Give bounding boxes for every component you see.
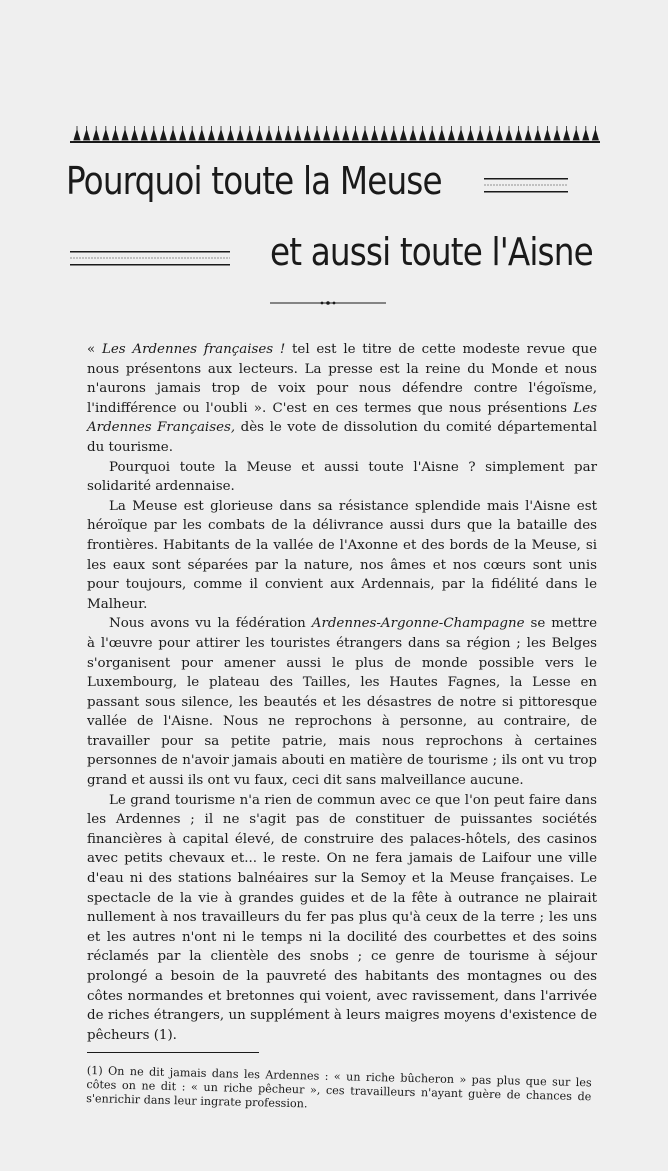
- ornament-motif: [564, 126, 570, 140]
- text-run: Nous avons vu la fédération: [109, 616, 312, 632]
- section-separator: [270, 300, 386, 306]
- ornament-motif: [228, 126, 234, 140]
- ornament-motif: [391, 126, 397, 140]
- ornament-motif: [295, 126, 301, 140]
- ornament-motif: [362, 126, 368, 140]
- ornament-motif: [372, 126, 378, 140]
- italic-text: Les Ardennes Françaises,: [87, 400, 597, 436]
- ornament-motif: [218, 126, 224, 140]
- ornament-motif: [237, 126, 243, 140]
- ornament-motif: [583, 126, 589, 140]
- ornament-motif: [487, 126, 493, 140]
- ornament-motif: [468, 126, 474, 140]
- ornament-motif: [343, 126, 349, 140]
- ornament-motif: [535, 126, 541, 140]
- ornament-motif: [324, 126, 330, 140]
- ornament-motif: [151, 126, 157, 140]
- ornament-motif: [429, 126, 435, 140]
- ornament-motif: [458, 126, 464, 140]
- ornament-motif: [304, 126, 310, 140]
- ornament-motif: [400, 126, 406, 140]
- paragraph: [87, 340, 597, 458]
- ornament-motif: [439, 126, 445, 140]
- ornament-motif: [573, 126, 579, 140]
- ornament-motif: [170, 126, 176, 140]
- ornament-motif: [93, 126, 99, 140]
- ornament-motif: [180, 126, 186, 140]
- ornament-motif: [84, 126, 90, 140]
- title-decorative-rule: [70, 249, 230, 269]
- text-run: La Meuse est glorieuse dans sa résistance splendide mais l'Aisne est héroïque par les combats de la délivrance aussi durs que la bataille des frontières. Habitants de la vallée de l'Axonne et des bords de la Meuse, si les eaux sont séparées par la nature, nos âmes et nos cœurs sont unis pour toujours, comme il convient aux Ardennais, par la fidélité dans le Malheur.: [87, 498, 597, 612]
- ornament-motif: [448, 126, 454, 140]
- text-run: «: [87, 342, 102, 357]
- title-line-1: Pourquoi toute la Meuse: [66, 159, 442, 203]
- ornament-motif: [314, 126, 320, 140]
- ornament-motif: [189, 126, 195, 140]
- ornament-motif: [74, 126, 80, 140]
- ornament-motif: [122, 126, 128, 140]
- ornament-motif: [352, 126, 358, 140]
- footnote-rule: [87, 1052, 259, 1053]
- ornament-motif: [266, 126, 272, 140]
- ornament-motif: [410, 126, 416, 140]
- paragraph: [87, 458, 597, 497]
- italic-text: Ardennes-Argonne-Champagne: [311, 616, 525, 632]
- ornament-motif: [112, 126, 118, 140]
- paragraph: [87, 614, 597, 790]
- footnote: (1) On ne dit jamais dans les Ardennes : « un riche bûcheron » pas plus que sur les côtes on ne dit : « un riche pêcheur », ces travailleurs n'ayant guère de chances de s'enrichir dans leur ingrate profession.: [85, 1064, 592, 1111]
- paragraph: [87, 497, 597, 615]
- ornament-motif: [544, 126, 550, 140]
- text-run: dès le vote de dissolution du comité départemental du tourisme.: [87, 420, 598, 455]
- text-run: Pourquoi toute la Meuse et aussi toute l'Aisne ? simplement par solidarité ardennaise.: [87, 459, 597, 495]
- article-body: [87, 340, 597, 1045]
- ornament-motif: [477, 126, 483, 140]
- ornament-motif: [525, 126, 531, 140]
- ornament-motif: [199, 126, 205, 140]
- ornament-motif: [160, 126, 166, 140]
- ornament-motif: [420, 126, 426, 140]
- ornament-motif: [333, 126, 339, 140]
- ornament-motif: [141, 126, 147, 140]
- ornament-motif: [554, 126, 560, 140]
- ornament-rule: [70, 141, 600, 143]
- text-run: tel est le titre de cette modeste revue que nous présentons aux lecteurs. La presse est la reine du Monde et nous n'aurons jamais trop de voix pour nous défendre contre l'égoïsme, l'indifférence ou l'oubli ». C'est en ces termes que nous présentions: [87, 342, 597, 416]
- paragraph: [87, 791, 597, 1046]
- ornament-motif: [592, 126, 598, 140]
- ornament-motif: [285, 126, 291, 140]
- ornament-motif: [496, 126, 502, 140]
- title-decorative-rule: [484, 176, 568, 196]
- ornament-motif: [208, 126, 214, 140]
- italic-text: Les Ardennes françaises !: [101, 342, 286, 357]
- ornament-motif: [247, 126, 253, 140]
- text-run: Le grand tourisme n'a rien de commun avec ce que l'on peut faire dans les Ardennes ; il ne s'agit pas de constituer de puissantes sociétés financières à capital élevé, de construire des palaces-hôtels, des casinos avec petits chevaux et... le reste. On ne fera jamais de Laifour une ville d'eau ni des stations balnéaires sur la Semoy et la Meuse françaises. Le spectacle de la vie à grandes guides et de la fête à outrance ne plairait nullement à nos travailleurs du fer pas plus qu'à ceux de la terre ; les uns et les autres n'ont ni le temps ni la docilité des courbettes et des soins réclamés par la clientèle des snobs ; ce genre de tourisme à séjour prolongé a besoin de la pauvreté des habitants des montagnes ou des côtes normandes et bretonnes qui voient, avec ravissement, dans l'arrivée de riches étrangers, un supplément à leurs maigres moyens d'existence de pêcheurs (1).: [87, 792, 597, 1043]
- ornament-motif: [103, 126, 109, 140]
- ornament-motif: [276, 126, 282, 140]
- ornament-motif: [256, 126, 262, 140]
- text-run: se mettre à l'œuvre pour attirer les touristes étrangers dans sa région ; les Belges s'organisent pour amener aussi le plus de monde possible vers le Luxembourg, le plateau des Tailles, les Hautes Fagnes, la Lesse en passant sous silence, les beautés et les désastres de notre si pittoresque vallée de l'Aisne. Nous ne reprochons à personne, au contraire, de travailler pour sa petite patrie, mais nous reprochons à certaines personnes de n'avoir jamais abouti en matière de tourisme ; ils ont vu trop grand et aussi ils ont vu faux, ceci dit sans malveillance aucune.: [87, 616, 597, 789]
- ornament-motif: [516, 126, 522, 140]
- ornament-motif: [506, 126, 512, 140]
- ornament-motif: [381, 126, 387, 140]
- ornament-motif: [132, 126, 138, 140]
- title-line-2: et aussi toute l'Aisne: [270, 230, 593, 274]
